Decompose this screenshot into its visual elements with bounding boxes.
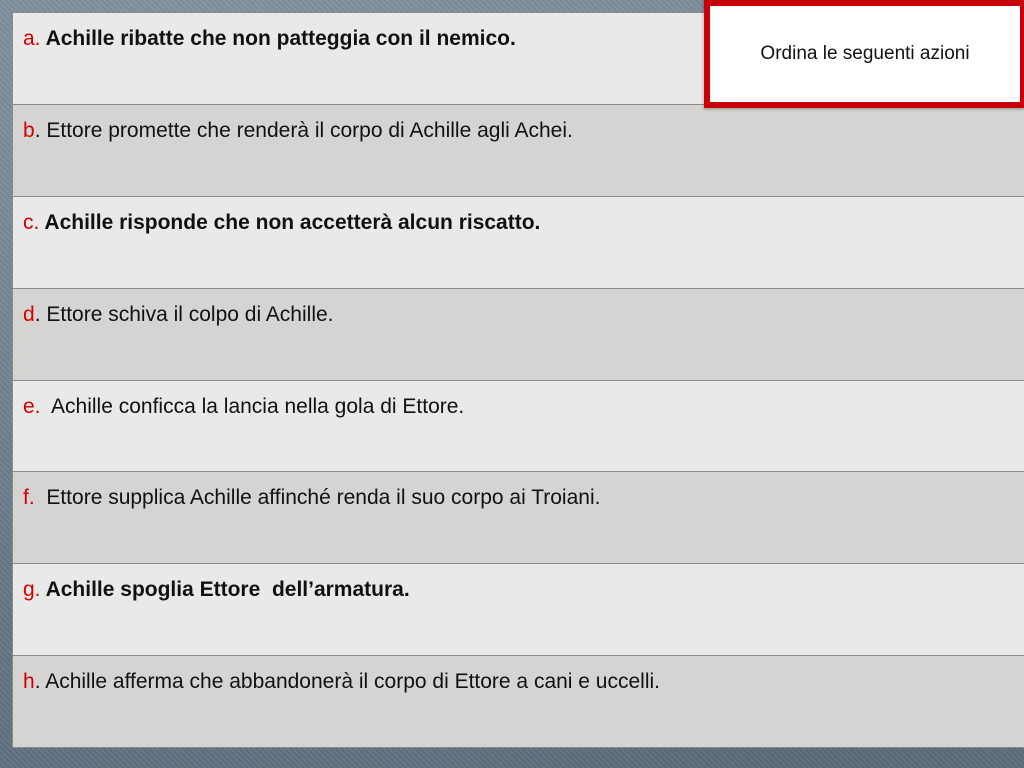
action-text: Achille risponde che non accetterà alcun riscatto.	[39, 210, 541, 234]
action-row-h	[12, 656, 1024, 748]
action-letter: g.	[23, 578, 41, 602]
action-text: . Ettore schiva il colpo di Achille.	[34, 302, 334, 326]
action-letter: a.	[23, 27, 41, 50]
action-row-f	[12, 472, 1024, 564]
action-row-d	[12, 289, 1024, 381]
action-letter: e.	[23, 394, 41, 418]
instruction-box	[704, 0, 1024, 108]
action-letter: h	[23, 670, 35, 694]
actions-table	[12, 12, 1024, 748]
action-row-g	[12, 564, 1024, 656]
action-letter: f.	[23, 486, 35, 510]
action-row-b	[12, 105, 1024, 197]
action-text: Achille ribatte che non patteggia con il nemico.	[40, 27, 516, 50]
action-text: Achille conficca la lancia nella gola di Ettore.	[40, 394, 465, 418]
action-text: . Achille afferma che abbandonerà il corpo di Ettore a cani e uccelli.	[34, 670, 661, 694]
action-row-e	[12, 381, 1024, 473]
action-letter: b	[23, 118, 35, 142]
action-text: Achille spoglia Ettore dell’armatura.	[40, 578, 410, 602]
action-letter: c.	[23, 210, 40, 234]
action-text: Ettore supplica Achille affinché renda il suo corpo ai Troiani.	[34, 486, 601, 510]
action-letter: d	[23, 302, 35, 326]
action-text: . Ettore promette che renderà il corpo di Achille agli Achei.	[34, 118, 573, 142]
instruction-text: Ordina le seguenti azioni	[760, 43, 970, 64]
action-row-c	[12, 197, 1024, 289]
